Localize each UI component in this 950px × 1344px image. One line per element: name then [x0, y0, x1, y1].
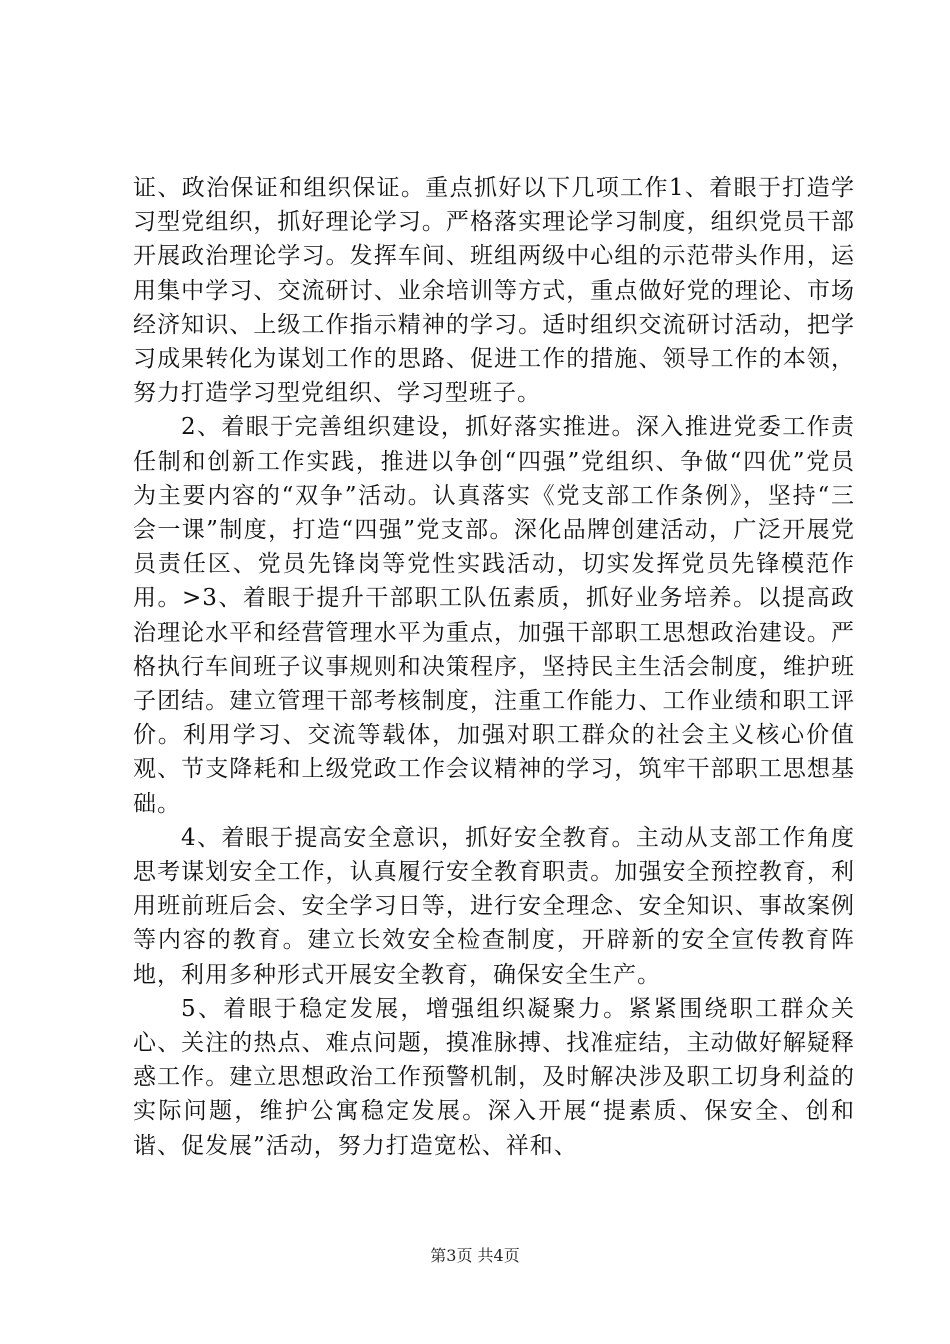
document-body — [133, 171, 855, 1163]
paragraph-3: 4、着眼于提高安全意识，抓好安全教育。主动从支部工作角度思考谋划安全工作，认真履行安全教育职责。加强安全预控教育，利用班前班后会、安全学习日等，进行安全理念、安全知识、事故案例等内容的教育。建立长效安全检查制度，开辟新的安全宣传教育阵地，利用多种形式开展安全教育，确保安全生产。 — [133, 824, 855, 988]
paragraph-4: 5、着眼于稳定发展，增强组织凝聚力。紧紧围绕职工群众关心、关注的热点、难点问题，摸准脉搏、找准症结，主动做好解疑释惑工作。建立思想政治工作预警机制，及时解决涉及职工切身利益的实际问题，维护公寓稳定发展。深入开展“提素质、保安全、创和谐、促发展”活动，努力打造宽松、祥和、 — [133, 995, 855, 1159]
paragraph-1: 证、政治保证和组织保证。重点抓好以下几项工作1、着眼于打造学习型党组织，抓好理论学习。严格落实理论学习制度，组织党员干部开展政治理论学习。发挥车间、班组两级中心组的示范带头作用，运用集中学习、交流研讨、业余培训等方式，重点做好党的理论、市场经济知识、上级工作指示精神的学习。适时组织交流研讨活动，把学习成果转化为谋划工作的思路、促进工作的措施、领导工作的本领，努力打造学习型党组织、学习型班子。 — [133, 175, 855, 407]
page-number-footer: 第3页 共4页 — [430, 1246, 520, 1265]
paragraph-2: 2、着眼于完善组织建设，抓好落实推进。深入推进党委工作责任制和创新工作实践，推进以争创“四强”党组织、争做“四优”党员为主要内容的“双争”活动。认真落实《党支部工作条例》，坚持“三会一课”制度，打造“四强”党支部。深化品牌创建活动，广泛开展党员责任区、党员先锋岗等党性实践活动，切实发挥党员先锋模范作用。>3、着眼于提升干部职工队伍素质，抓好业务培养。以提高政治理论水平和经营管理水平为重点，加强干部职工思想政治建设。严格执行车间班子议事规则和决策程序，坚持民主生活会制度，维护班子团结。建立管理干部考核制度，注重工作能力、工作业绩和职工评价。利用学习、交流等载体，加强对职工群众的社会主义核心价值观、节支降耗和上级党政工作会议精神的学习，筑牢干部职工思想基础。 — [133, 414, 855, 817]
